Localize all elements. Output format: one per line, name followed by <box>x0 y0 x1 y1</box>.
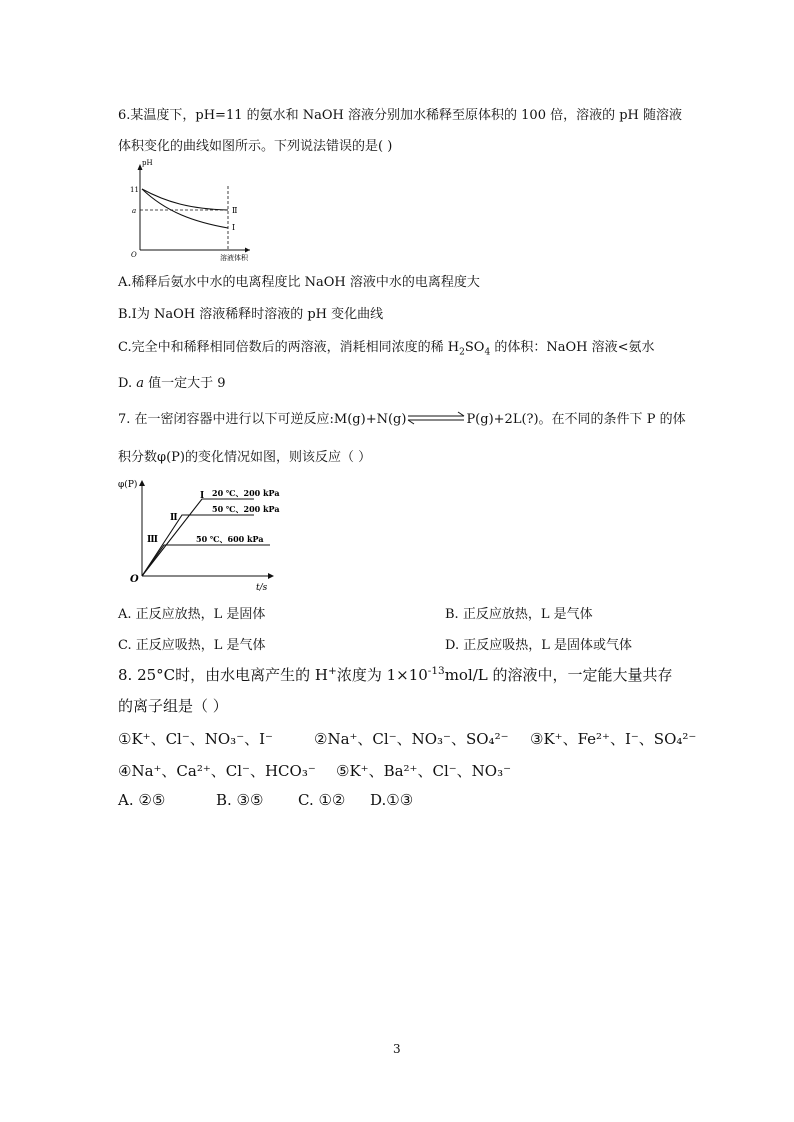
q8-option-b: B. ③⑤ <box>216 791 264 809</box>
q8-option-c: C. ①② <box>298 791 346 809</box>
q7-stem-line2: 积分数φ(P)的变化情况如图，则该反应（ ） <box>118 450 372 465</box>
q6-option-c-sub-2: 2 <box>459 347 465 358</box>
q6-option-c-sub-4: 4 <box>484 347 491 358</box>
reversible-arrow-icon <box>406 411 466 425</box>
page-number: 3 <box>393 1042 401 1056</box>
q6-option-b: B.Ⅰ为 NaOH 溶液稀释时溶液的 pH 变化曲线 <box>118 307 384 322</box>
q7-curve-ii-label: 50 ℃、200 kPa <box>212 504 280 514</box>
q6-curve-i-label: Ⅰ <box>232 223 236 232</box>
q7-stem-reactants: 7. 在一密闭容器中进行以下可逆反应:M(g)+N(g) <box>118 412 407 427</box>
q7-y-axis-label: φ(P) <box>118 480 138 490</box>
q8-h-ion-charge: + <box>328 665 337 677</box>
q6-y-tick-11: 11 <box>130 186 139 194</box>
q6-ph-dilution-figure <box>128 156 258 262</box>
q7-phi-vs-time-figure <box>114 470 284 592</box>
q6-option-c-text-post: 的体积：NaOH 溶液<氨水 <box>490 340 655 355</box>
q6-option-c <box>118 336 655 358</box>
q6-option-c-text-so: SO <box>464 340 485 355</box>
q6-x-axis-arrow <box>245 248 250 253</box>
q6-option-c-text-pre: C.完全中和稀释相同倍数后的两溶液，消耗相同浓度的稀 H <box>118 340 460 355</box>
q8-exponent: -13 <box>427 665 445 677</box>
q7-y-axis-arrow <box>139 480 145 486</box>
q7-curve-i-label: 20 ℃、200 kPa <box>212 488 280 498</box>
q8-ion-group-2: ②Na⁺、Cl⁻、NO₃⁻、SO₄²⁻ <box>314 730 509 748</box>
q6-y-axis-label: pH <box>142 159 153 167</box>
q6-option-d-variable: a <box>136 376 144 391</box>
q7-curve-iii-label: 50 ℃、600 kPa <box>196 534 264 544</box>
q7-origin: O <box>130 574 139 585</box>
q7-stem-line1 <box>118 408 686 427</box>
q6-origin: O <box>131 251 137 259</box>
q8-ion-group-4: ④Na⁺、Ca²⁺、Cl⁻、HCO₃⁻ <box>118 762 316 780</box>
q8-option-d: D.①③ <box>370 791 414 809</box>
q6-curve-ii-label: Ⅱ <box>232 206 238 215</box>
q7-x-axis-arrow <box>268 573 274 579</box>
q7-x-axis-label: t/s <box>256 583 268 592</box>
q6-x-axis-label: 溶液体积 <box>220 254 248 262</box>
q8-stem-line2: 的离子组是（ ） <box>118 697 228 715</box>
q7-curve-ii-numeral: Ⅱ <box>170 513 178 523</box>
q8-option-a: A. ②⑤ <box>118 791 166 809</box>
q8-ion-group-3: ③K⁺、Fe²⁺、I⁻、SO₄²⁻ <box>530 730 697 748</box>
q6-stem-line1: 6.某温度下，pH=11 的氨水和 NaOH 溶液分别加水稀释至原体积的 100 倍，溶液的 pH 随溶液 <box>118 108 683 123</box>
q7-option-a: A. 正反应放热，L 是固体 <box>118 607 266 622</box>
q8-stem-text-pre: 8. 25°C时，由水电离产生的 H <box>118 666 328 684</box>
q6-option-d <box>118 372 226 391</box>
q7-curve-iii <box>142 545 270 576</box>
q7-curve-i-numeral: Ⅰ <box>200 491 205 501</box>
q8-ion-group-5: ⑤K⁺、Ba²⁺、Cl⁻、NO₃⁻ <box>336 762 512 780</box>
q8-stem-line1 <box>118 664 673 685</box>
q7-stem-products: P(g)+2L(?)。在不同的条件下 P 的体 <box>466 412 686 427</box>
q8-ion-group-1: ①K⁺、Cl⁻、NO₃⁻、I⁻ <box>118 730 273 748</box>
q6-stem-line2: 体积变化的曲线如图所示。下列说法错误的是( ) <box>118 139 393 154</box>
q6-y-tick-a: a <box>132 207 137 215</box>
q7-option-b: B. 正反应放热，L 是气体 <box>445 607 593 622</box>
q6-option-a: A.稀释后氨水中水的电离程度比 NaOH 溶液中水的电离程度大 <box>118 275 480 290</box>
q8-stem-text-post: mol/L 的溶液中，一定能大量共存 <box>444 666 673 684</box>
q8-stem-text-mid: 浓度为 1×10 <box>336 666 428 684</box>
q7-option-c: C. 正反应吸热，L 是气体 <box>118 638 266 653</box>
q7-curve-iii-numeral: Ⅲ <box>147 535 158 545</box>
q6-option-d-text: 值一定大于 9 <box>144 376 226 391</box>
q7-option-d: D. 正反应吸热，L 是固体或气体 <box>445 638 632 653</box>
q6-option-d-letter: D. <box>118 376 133 391</box>
